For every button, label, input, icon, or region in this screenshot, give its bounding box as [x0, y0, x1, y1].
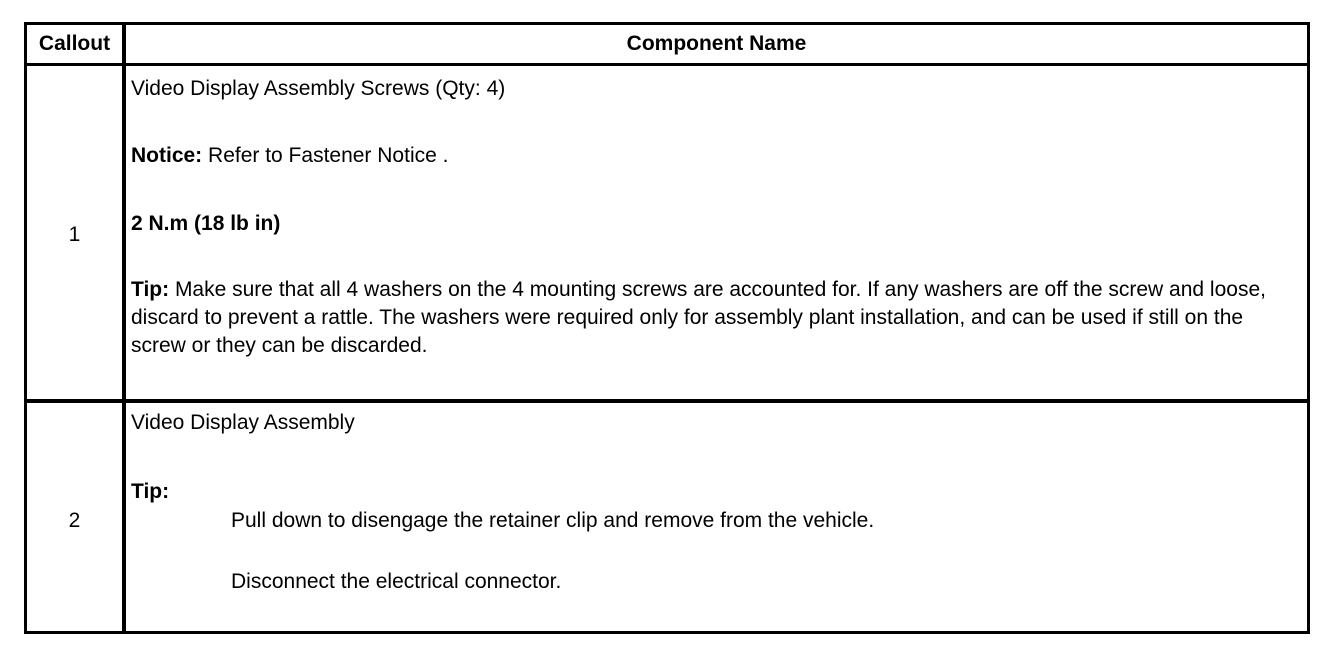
column-divider: [122, 25, 126, 631]
row-2-tip-label: Tip:: [131, 480, 170, 503]
header-divider: [27, 63, 1307, 66]
row-1-notice: [131, 142, 448, 169]
header-callout: Callout: [38, 32, 111, 55]
tip-text: Make sure that all 4 washers on the 4 mounting screws are accounted for. If any washers are off the screw and loose, discard to prevent a rattle. The washers were required only for assembly plant installation, and can be used if still on the screw or they can be discarded.: [131, 278, 1266, 357]
row-divider: [27, 399, 1307, 403]
notice-label: Notice:: [131, 144, 203, 167]
row-1-tip: [131, 276, 1301, 360]
row-1-torque: 2 N.m (18 lb in): [131, 212, 281, 235]
row-2-step-2: Disconnect the electrical connector.: [231, 570, 562, 593]
row-2-component-name: Video Display Assembly: [131, 411, 355, 434]
row-1-callout: 1: [68, 223, 81, 246]
row-2-step-1: Pull down to disengage the retainer clip and remove from the vehicle.: [231, 509, 875, 532]
component-table: [24, 22, 1310, 634]
tip-label: Tip:: [131, 278, 170, 301]
header-component-name: Component Name: [626, 32, 807, 55]
row-2-callout: 2: [68, 509, 81, 532]
row-1-component-name: Video Display Assembly Screws (Qty: 4): [131, 77, 506, 100]
notice-text: Refer to Fastener Notice .: [202, 144, 449, 167]
